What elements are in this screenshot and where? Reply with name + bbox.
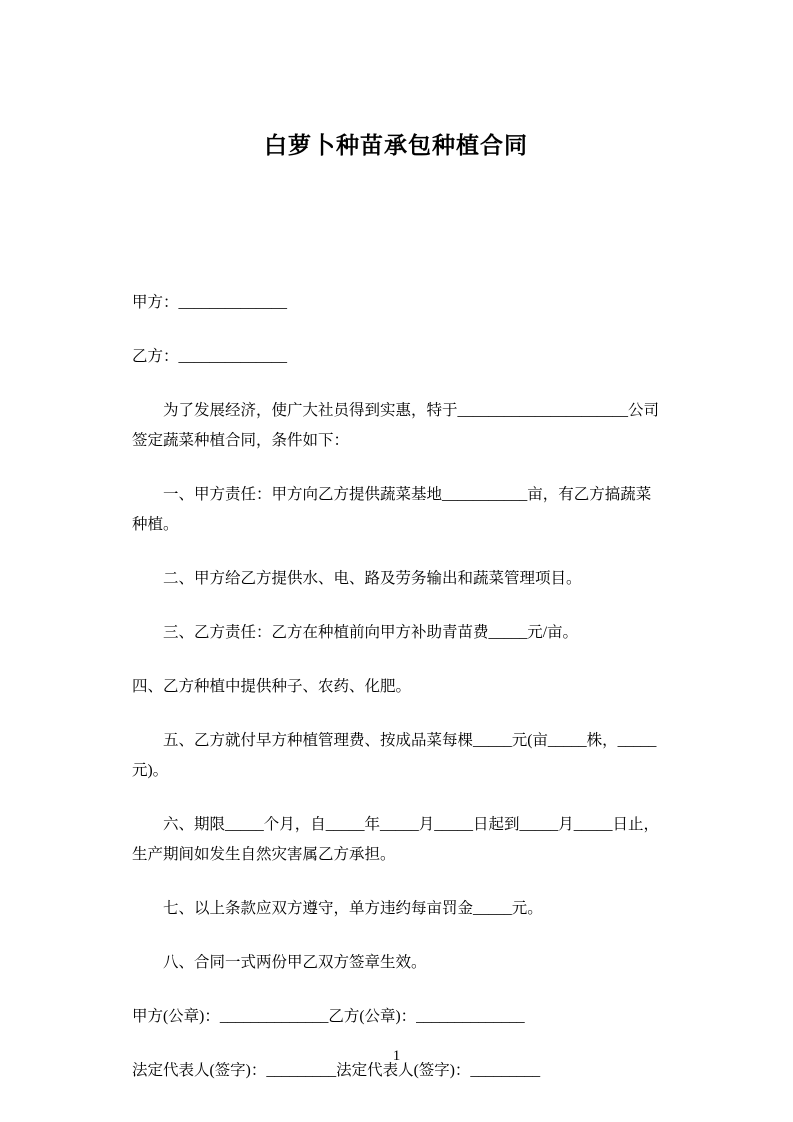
clause-2: 二、甲方给乙方提供水、电、路及劳务输出和蔬菜管理项目。 (163, 570, 582, 587)
clause-7: 七、以上条款应双方遵守，单方违约每亩罚金_____元。 (163, 900, 543, 917)
signature-line: 法定代表人(签字)：_________法定代表人(签字)：_________ (132, 1062, 541, 1079)
clause-8: 八、合同一式两份甲乙双方签章生效。 (163, 954, 427, 971)
clause-5: 五、乙方就付早方种植管理费、按成品菜每棵_____元(亩_____株，_____元)。 (132, 732, 657, 779)
seal-line: 甲方(公章)：______________乙方(公章)：______________ (132, 1008, 525, 1025)
party-b-line: 乙方：______________ (132, 348, 288, 365)
clause-1: 一、甲方责任：甲方向乙方提供蔬菜基地___________亩，有乙方搞蔬菜种植。 (132, 486, 652, 533)
party-a-line: 甲方：______________ (132, 294, 288, 311)
intro-paragraph: 为了发展经济，使广大社员得到实惠，特于______________________公司签定蔬菜种植合同，条件如下： (132, 402, 660, 449)
document-title: 白萝卜种苗承包种植合同 (264, 132, 528, 158)
clause-3: 三、乙方责任：乙方在种植前向甲方补助青苗费_____元/亩。 (163, 624, 579, 641)
clause-4: 四、乙方种植中提供种子、农药、化肥。 (132, 678, 412, 695)
page-number: 1 (392, 1048, 401, 1064)
clause-6: 六、期限_____个月，自_____年_____月_____日起到_____月_____日止，生产期间如发生自然灾害属乙方承担。 (132, 816, 660, 863)
